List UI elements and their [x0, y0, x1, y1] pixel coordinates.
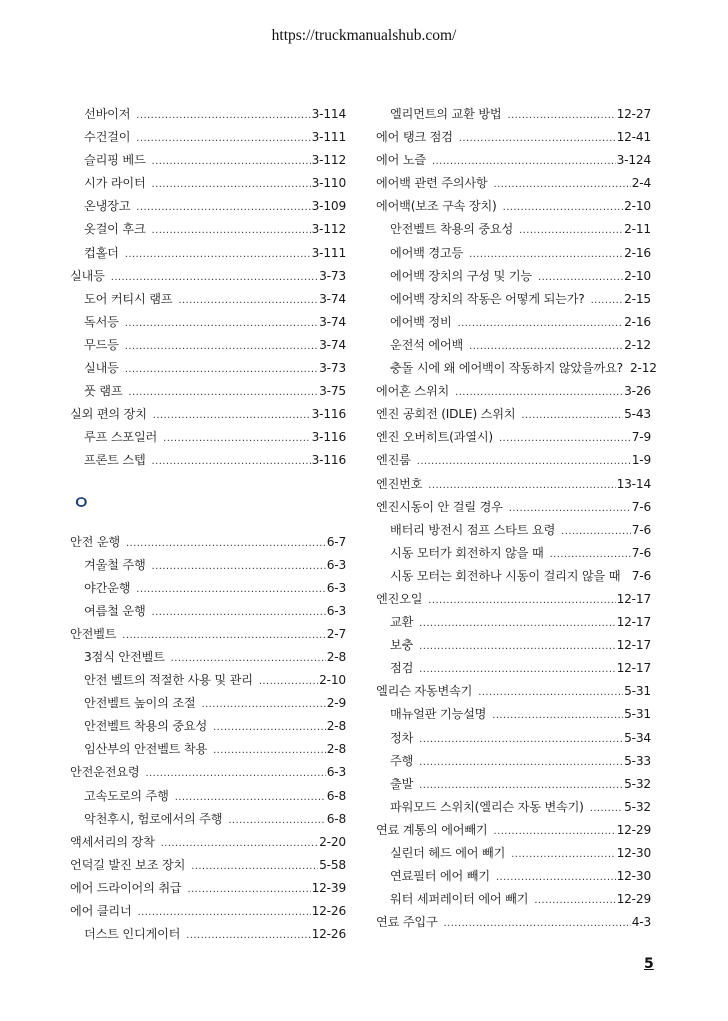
index-entry: [70, 403, 346, 426]
index-entry-page: 12-17: [616, 661, 651, 676]
index-entry-title: 연료필터 에어 빼기: [390, 869, 490, 884]
index-entry-title: 엔진 오버히트(과열시): [376, 430, 493, 445]
index-entry-title: 엔진번호: [376, 476, 423, 491]
index-entry-title: 에어백 관련 주의사항: [376, 176, 488, 191]
index-entry-page: 2-8: [326, 649, 346, 664]
dot-leader: [122, 624, 325, 647]
index-entry-title: 엔진오일: [376, 591, 423, 606]
index-entry-title: 파워모드 스위치(엘리슨 자동 변속기): [390, 799, 584, 814]
index-entry-page: 3-124: [616, 153, 651, 168]
index-entry-title: 에어백 장치의 구성 및 기능: [390, 268, 533, 283]
index-entry: [70, 172, 346, 195]
index-entry-page: 1-9: [631, 453, 651, 468]
index-entry-page: 2-11: [624, 222, 651, 237]
index-entry-page: 6-3: [326, 557, 346, 572]
index-entry-title: 에어 탱크 점검: [376, 130, 453, 145]
index-column-right: [376, 103, 657, 934]
index-entry-page: 12-27: [616, 107, 651, 121]
index-entry-page: 5-31: [624, 684, 651, 699]
dot-leader: [419, 658, 615, 681]
index-entry-title: 안전벨트 착용의 중요성: [84, 719, 208, 734]
index-entry-title: 연료 계통의 에어빼기: [376, 822, 488, 837]
index-entry-page: 12-29: [616, 822, 651, 837]
index-entry: [376, 796, 651, 819]
index-entry: [70, 923, 346, 946]
index-entry: [70, 288, 346, 311]
index-entry-page: 5-31: [624, 707, 651, 722]
dot-leader: [458, 312, 624, 335]
index-entry-page: 5-32: [624, 799, 651, 814]
dot-leader: [111, 266, 318, 289]
dot-leader: [419, 635, 615, 658]
dot-leader: [202, 693, 326, 716]
index-entry-title: 안전벨트: [70, 626, 117, 641]
index-entry: [70, 357, 346, 380]
dot-leader: [419, 751, 623, 774]
index-entry-page: 7-6: [631, 522, 651, 537]
index-entry: [70, 738, 346, 761]
dot-leader: [191, 855, 318, 878]
dot-leader: [136, 578, 325, 601]
index-entry-page: 2-10: [319, 673, 346, 688]
dot-leader: [138, 901, 311, 924]
index-entry: [376, 703, 651, 726]
index-entry-title: 안전벨트 착용의 중요성: [390, 222, 514, 237]
dot-leader: [432, 150, 616, 173]
dot-leader: [213, 716, 326, 739]
index-entry-title: 악천후시, 험로에서의 주행: [84, 811, 223, 826]
index-entry-title: 시동 모터는 회전하나 시동이 걸리지 않을 때: [390, 568, 621, 583]
dot-leader: [591, 289, 624, 312]
index-entry-title: 에어 클리너: [70, 904, 132, 918]
index-entry: [70, 449, 346, 472]
index-entry: [376, 542, 651, 565]
index-entry: [376, 819, 651, 842]
index-entry-page: 5-32: [624, 776, 651, 791]
index-entry-title: 정차: [390, 730, 414, 745]
index-entry: [70, 854, 346, 877]
dot-leader: [492, 704, 623, 727]
index-entry-page: 3-74: [319, 337, 346, 352]
index-entry: [70, 785, 346, 808]
index-entry-page: 3-114: [311, 107, 346, 121]
index-entry-page: 3-74: [319, 314, 346, 329]
dot-leader: [469, 335, 623, 358]
dot-leader: [499, 427, 631, 450]
dot-leader: [152, 450, 311, 473]
dot-leader: [125, 243, 311, 266]
index-entry-title: 점검: [390, 661, 414, 676]
index-entry-page: 3-116: [311, 407, 346, 422]
index-entry: [376, 126, 651, 149]
dot-leader: [469, 243, 623, 266]
index-entry: [70, 831, 346, 854]
dot-leader: [136, 196, 310, 219]
index-entry-page: 2-12: [624, 337, 651, 352]
index-entry: [70, 715, 346, 738]
index-entry-title: 여름철 운행: [84, 603, 146, 618]
index-entry-page: 2-8: [326, 742, 346, 757]
index-entry-title: 액세서리의 장착: [70, 834, 155, 849]
dot-leader: [428, 589, 615, 612]
index-entry-page: 6-7: [326, 534, 346, 549]
dot-leader: [550, 543, 631, 566]
index-entry-page: 3-110: [311, 176, 346, 191]
index-entry-page: 2-20: [319, 834, 346, 849]
index-entry-page: 3-74: [319, 291, 346, 306]
index-entry: [376, 634, 651, 657]
index-entry-title: 에어 드라이어의 취급: [70, 880, 182, 895]
index-entry-title: 슬리핑 베드: [84, 153, 146, 168]
index-entry-page: 6-3: [326, 765, 346, 780]
index-entry-page: 2-9: [326, 696, 346, 711]
index-entry: [70, 900, 346, 923]
index-entry-title: 충돌 시에 왜 에어백이 작동하지 않았을까요?: [390, 361, 623, 376]
index-entry-page: 7-6: [631, 568, 651, 583]
dot-leader: [511, 843, 615, 866]
index-entry-page: 3-26: [624, 384, 651, 399]
index-entry-title: 에어 노즐: [376, 153, 426, 168]
index-entry: [376, 750, 651, 773]
dot-leader: [213, 739, 326, 762]
index-entry: [376, 680, 651, 703]
index-entry-title: 엘리슨 자동변속기: [376, 684, 473, 699]
dot-leader: [136, 127, 310, 150]
index-entry-page: 12-26: [311, 904, 346, 918]
dot-leader: [152, 555, 326, 578]
index-entry: [70, 426, 346, 449]
index-entry: [70, 808, 346, 831]
dot-leader: [534, 889, 615, 912]
index-entry-page: 2-10: [624, 268, 651, 283]
dot-leader: [188, 878, 311, 901]
index-entry-page: 2-7: [326, 626, 346, 641]
index-entry: [376, 218, 651, 241]
index-entry-page: 6-3: [326, 580, 346, 595]
index-entry: [70, 103, 346, 126]
index-entry: [376, 149, 651, 172]
index-entry-title: 에어백 정비: [390, 314, 452, 329]
index-entry: [70, 761, 346, 784]
index-entry-title: 독서등: [84, 314, 119, 329]
index-entry: [376, 288, 651, 311]
index-entry-page: 7-6: [631, 499, 651, 514]
dot-leader: [419, 612, 615, 635]
index-entry: [70, 623, 346, 646]
index-entry-title: 운전석 에어백: [390, 337, 464, 352]
index-entry: [376, 727, 651, 750]
index-entry: [376, 773, 651, 796]
index-entry-page: 12-30: [616, 869, 651, 884]
index-entry-title: 컵홀더: [84, 245, 119, 260]
index-entry: [70, 554, 346, 577]
index-entry: [70, 195, 346, 218]
dot-leader: [152, 173, 311, 196]
dot-leader: [519, 219, 623, 242]
index-entry-page: 12-17: [616, 591, 651, 606]
page-number: 5: [644, 956, 654, 972]
index-entry: [70, 334, 346, 357]
dot-leader: [561, 520, 631, 543]
dot-leader: [590, 797, 623, 820]
index-entry-page: 3-111: [311, 130, 346, 145]
index-entry-page: 2-16: [624, 314, 651, 329]
index-entry: [70, 531, 346, 554]
dot-leader: [508, 104, 616, 127]
index-entry-title: 보충: [390, 638, 414, 653]
dot-leader: [125, 312, 318, 335]
index-entry: [376, 519, 651, 542]
dot-leader: [419, 774, 623, 797]
dot-leader: [152, 150, 311, 173]
index-entry-page: 6-8: [326, 811, 346, 826]
index-entry-title: 연료 주입구: [376, 915, 438, 930]
index-entry-title: 에어백(보조 구속 장치): [376, 199, 497, 214]
index-entry-title: 실외 편의 장치: [70, 407, 147, 422]
index-column-left: [70, 103, 346, 946]
index-entry-title: 출발: [390, 776, 414, 791]
index-entry: [70, 600, 346, 623]
dot-leader: [494, 820, 616, 843]
dot-leader: [478, 681, 623, 704]
index-entry-page: 12-17: [616, 638, 651, 653]
index-entry-page: 5-58: [319, 857, 346, 872]
index-entry-page: 2-4: [631, 176, 651, 191]
index-entry-title: 실내등: [70, 268, 105, 283]
index-entry-page: 2-15: [624, 291, 651, 306]
index-entry: [70, 877, 346, 900]
index-entry: [70, 692, 346, 715]
index-entry-page: 3-112: [311, 153, 346, 168]
index-entry-page: 3-73: [319, 361, 346, 376]
dot-leader: [125, 335, 318, 358]
dot-leader: [125, 358, 318, 381]
index-entry: [376, 195, 651, 218]
index-entry: [376, 103, 651, 126]
index-entry-title: 안전 벨트의 적절한 사용 및 관리: [84, 673, 253, 688]
index-entry-title: 옷걸이 후크: [84, 222, 146, 237]
index-entry: [376, 357, 657, 380]
dot-leader: [126, 532, 326, 555]
index-entry-page: 3-116: [311, 453, 346, 468]
index-entry: [376, 380, 651, 403]
dot-leader: [417, 450, 631, 473]
section-letter-heading: ㅇ: [72, 492, 91, 514]
index-entry-title: 3점식 안전벨트: [84, 649, 165, 664]
index-entry-page: 7-9: [631, 430, 651, 445]
index-entry-title: 워터 세퍼레이터 에어 빼기: [390, 892, 529, 907]
index-entry-title: 엔진 공회전 (IDLE) 스위치: [376, 407, 516, 422]
index-entry: [376, 242, 651, 265]
dot-leader: [175, 786, 326, 809]
dot-leader: [228, 809, 325, 832]
index-entry-title: 임산부의 안전벨트 착용: [84, 742, 208, 757]
index-entry-page: 3-109: [311, 199, 346, 214]
index-entry-title: 실린더 헤드 에어 빼기: [390, 846, 506, 860]
dot-leader: [494, 173, 631, 196]
index-entry-title: 루프 스포일러: [84, 430, 158, 445]
dot-leader: [419, 728, 623, 751]
index-entry-page: 5-34: [624, 730, 651, 745]
index-entry-page: 2-10: [624, 199, 651, 214]
index-entry: [376, 334, 651, 357]
index-entry-title: 안전벨트 높이의 조절: [84, 696, 196, 711]
dot-leader: [503, 196, 624, 219]
dot-leader: [153, 404, 311, 427]
index-entry: [70, 218, 346, 241]
dot-leader: [152, 219, 311, 242]
index-entry-page: 5-33: [624, 753, 651, 768]
index-entry-title: 안전 운행: [70, 534, 120, 549]
index-entry-page: 3-111: [311, 245, 346, 260]
index-entry-page: 6-8: [326, 788, 346, 803]
index-entry: [70, 265, 346, 288]
dot-leader: [455, 381, 623, 404]
index-entry: [376, 865, 651, 888]
index-entry-title: 에어백 경고등: [390, 245, 464, 260]
index-entry-title: 교환: [390, 615, 414, 630]
index-entry: [376, 588, 651, 611]
index-entry-title: 실내등: [84, 361, 119, 376]
index-entry: [70, 126, 346, 149]
index-entry-page: 2-16: [624, 245, 651, 260]
index-entry-title: 프론트 스텝: [84, 453, 146, 468]
index-entry-page: 3-73: [319, 268, 346, 283]
index-entry-page: 3-116: [311, 430, 346, 445]
index-entry-page: 7-6: [631, 545, 651, 560]
source-url: https://truckmanualshub.com/: [271, 27, 457, 44]
index-entry-title: 도어 커티시 램프: [84, 291, 173, 306]
index-entry-title: 시동 모터가 회전하지 않을 때: [390, 545, 544, 560]
index-entry: [70, 646, 346, 669]
index-entry: [70, 242, 346, 265]
index-entry-title: 시가 라이터: [84, 176, 146, 191]
dot-leader: [128, 381, 318, 404]
index-entry-title: 수건걸이: [84, 130, 131, 145]
index-entry-title: 배터리 방전시 점프 스타트 요령: [390, 522, 556, 537]
dot-leader: [459, 127, 616, 150]
dot-leader: [161, 832, 318, 855]
dot-leader: [444, 912, 631, 935]
index-entry-page: 6-3: [326, 603, 346, 618]
index-entry-title: 매뉴얼판 기능설명: [390, 707, 487, 722]
index-entry-title: 풋 램프: [84, 384, 123, 399]
index-entry-title: 야간운행: [84, 580, 131, 595]
dot-leader: [259, 670, 318, 693]
index-entry-title: 에어백 장치의 작동은 어떻게 되는가?: [390, 291, 585, 306]
dot-leader: [152, 601, 326, 624]
index-entry-page: 12-26: [311, 927, 346, 942]
index-entry-page: 12-30: [616, 846, 651, 860]
index-entry-title: 주행: [390, 753, 414, 768]
index-entry: [70, 311, 346, 334]
index-entry: [376, 911, 651, 934]
index-entry-title: 엔진시동이 안 걸릴 경우: [376, 499, 503, 514]
dot-leader: [186, 924, 310, 947]
dot-leader: [178, 289, 318, 312]
index-entry: [376, 172, 651, 195]
dot-leader: [145, 762, 325, 785]
index-entry-page: 2-12: [629, 361, 657, 376]
index-entry-title: 선바이저: [84, 107, 131, 121]
index-entry-page: 4-3: [631, 915, 651, 930]
index-entry: [376, 426, 651, 449]
index-entry: [376, 265, 651, 288]
index-entry-title: 언덕길 발진 보조 장치: [70, 857, 186, 872]
index-entry: [376, 311, 651, 334]
index-entry: [70, 577, 346, 600]
index-entry-page: 12-41: [616, 130, 651, 145]
index-entry-title: 무드등: [84, 337, 119, 352]
index-entry: [70, 149, 346, 172]
index-entry: [376, 842, 651, 865]
dot-leader: [163, 427, 310, 450]
index-entry: [376, 611, 651, 634]
dot-leader: [538, 266, 623, 289]
index-entry-page: 5-43: [624, 407, 651, 422]
index-entry-title: 겨울철 주행: [84, 557, 146, 572]
index-entry-title: 엔진룸: [376, 453, 411, 468]
index-entry: [376, 473, 651, 496]
index-entry: [376, 449, 651, 472]
dot-leader: [521, 404, 623, 427]
index-entry-title: 고속도로의 주행: [84, 788, 169, 803]
dot-leader: [428, 474, 615, 497]
dot-leader: [509, 497, 631, 520]
index-entry-title: 안전운전요령: [70, 765, 140, 780]
dot-leader: [496, 866, 616, 889]
index-entry: [376, 565, 651, 588]
index-entry-page: 12-29: [616, 892, 651, 907]
index-entry-page: 2-8: [326, 719, 346, 734]
index-entry-title: 온냉장고: [84, 199, 131, 214]
index-entry-page: 3-75: [319, 384, 346, 399]
index-entry-page: 12-17: [616, 615, 651, 630]
index-entry: [376, 496, 651, 519]
dot-leader: [136, 104, 310, 127]
index-entry-title: 더스트 인디게이터: [84, 927, 181, 942]
index-entry-title: 엘리먼트의 교환 방법: [390, 107, 502, 121]
index-entry: [70, 669, 346, 692]
index-entry: [70, 380, 346, 403]
index-entry-title: 에어혼 스위치: [376, 384, 450, 399]
index-entry: [376, 888, 651, 911]
index-entry-page: 3-112: [311, 222, 346, 237]
dot-leader: [171, 647, 326, 670]
index-entry: [376, 403, 651, 426]
index-entry-page: 13-14: [616, 476, 651, 491]
index-entry-page: 12-39: [311, 880, 346, 895]
index-entry: [376, 657, 651, 680]
